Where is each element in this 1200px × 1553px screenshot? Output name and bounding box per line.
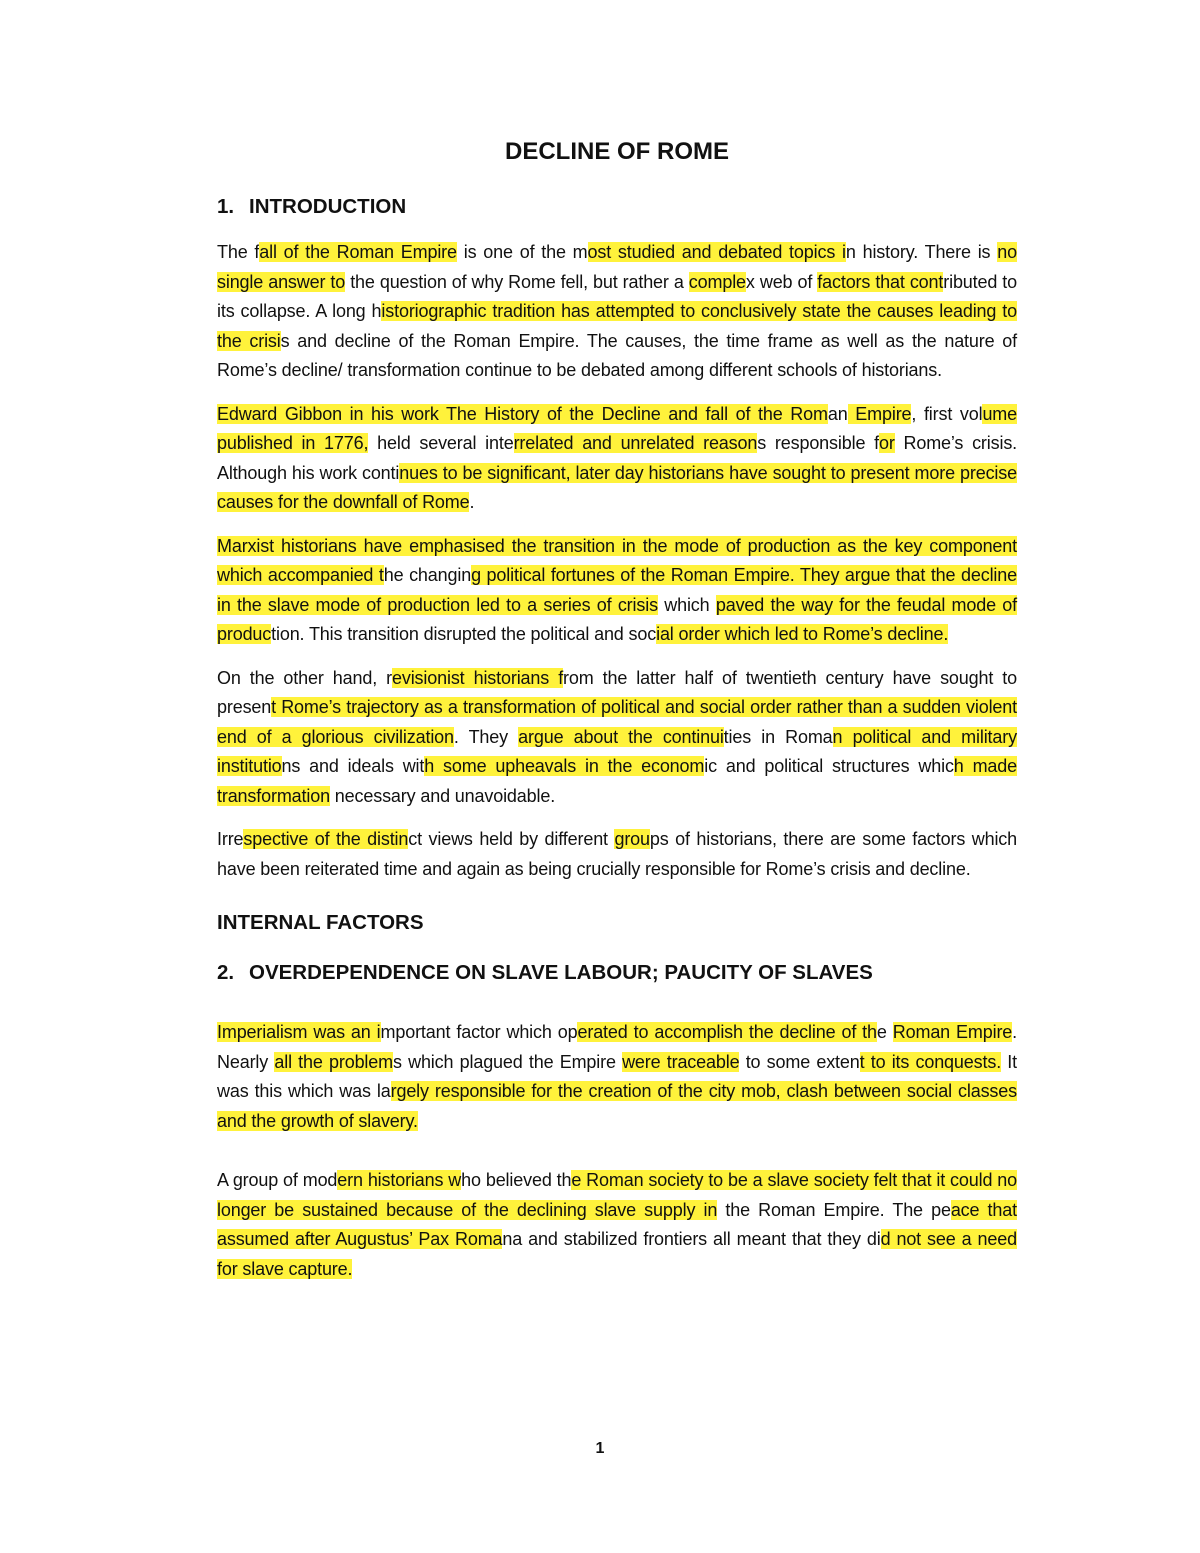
paragraph bbox=[217, 1166, 1017, 1284]
highlighted-text: d not see a need for slave capture. bbox=[217, 1229, 1017, 1279]
highlighted-text: t to its conquests. bbox=[859, 1051, 1002, 1072]
highlighted-text: all of the Roman Empire bbox=[259, 242, 457, 262]
highlighted-text: no single answer to bbox=[217, 242, 1017, 292]
paragraph bbox=[217, 664, 1017, 812]
page-content bbox=[217, 134, 1017, 1298]
text-run: is one of the m bbox=[456, 242, 588, 262]
highlighted-text: erated to accomplish the decline of th bbox=[577, 1022, 877, 1042]
text-run: rom the latter half of twentieth century have sought to presen bbox=[217, 667, 1017, 717]
highlighted-text: e Roman society to be a slave society felt that it could no longer be sustained because of the declining slave supply in bbox=[217, 1170, 1017, 1220]
highlighted-text: or bbox=[878, 433, 895, 453]
highlighted-text: Marxist historians have emphasised the transition in the mode of production as the key component which accompanied t bbox=[217, 535, 1017, 585]
highlighted-text: all the problem bbox=[274, 1051, 393, 1072]
highlighted-text: grou bbox=[614, 829, 650, 849]
text-run: mportant factor which op bbox=[380, 1022, 578, 1042]
highlighted-text: ern historians w bbox=[337, 1170, 462, 1190]
paragraph bbox=[217, 400, 1017, 518]
text-run: s and decline of the Roman Empire. The causes, the time frame as well as the nature of Rome’s decline/ transformation continue to be debated among different schools of historians. bbox=[217, 330, 1017, 380]
text-run: which bbox=[657, 594, 716, 615]
highlighted-text: Edward Gibbon in his work The History of the Decline and fall of the Rom bbox=[217, 403, 828, 424]
highlighted-text: ost studied and debated topics i bbox=[587, 242, 846, 262]
highlighted-text: Imperialism was an i bbox=[217, 1022, 381, 1042]
text-run: On the other hand, r bbox=[217, 667, 392, 688]
text-run: ns and ideals wit bbox=[281, 756, 425, 776]
text-run: . They bbox=[453, 726, 519, 747]
page-number: 1 bbox=[595, 1440, 605, 1457]
highlighted-text: rgely responsible for the creation of the city mob, clash between social classes and the growth of slavery. bbox=[217, 1081, 1017, 1131]
paragraph bbox=[217, 532, 1017, 650]
paragraph bbox=[217, 1018, 1017, 1136]
highlighted-text: ial order which led to Rome’s decline. bbox=[656, 624, 949, 644]
text-run: the question of why Rome fell, but rather a bbox=[345, 271, 689, 292]
highlighted-text: paved the way for the feudal mode of produc bbox=[217, 594, 1017, 644]
section-heading-text: INTERNAL FACTORS bbox=[217, 911, 424, 934]
document-body bbox=[217, 192, 1017, 1284]
text-run: It was this which was la bbox=[217, 1051, 1017, 1101]
text-run: The f bbox=[217, 242, 260, 262]
highlighted-text: ume published in 1776, bbox=[217, 403, 1018, 453]
text-run: . bbox=[469, 492, 475, 512]
text-run: s which plagued the Empire bbox=[393, 1051, 623, 1072]
text-run: Irre bbox=[217, 829, 244, 849]
highlighted-text: Roman Empire bbox=[892, 1022, 1013, 1042]
text-run: x web of bbox=[745, 271, 818, 292]
text-run: , first vol bbox=[911, 403, 983, 424]
highlighted-text: istoriographic tradition has attempted to conclusively state the causes leading to the crisi bbox=[217, 301, 1017, 351]
section-heading bbox=[217, 958, 1017, 988]
highlighted-text: evisionist historians f bbox=[391, 667, 564, 688]
text-run: . Nearly bbox=[217, 1022, 1018, 1072]
highlighted-text: ed reason bbox=[674, 433, 758, 453]
text-run: ct views held by different bbox=[408, 829, 615, 849]
highlighted-text: factors that cont bbox=[817, 271, 944, 292]
highlighted-text: n political and military institutio bbox=[217, 726, 1017, 776]
text-run: the Roman Empire. The pe bbox=[717, 1199, 951, 1220]
highlighted-text: ace that assumed after Augustus’ Pax Roma bbox=[217, 1199, 1017, 1249]
document-title: DECLINE OF ROME bbox=[504, 138, 729, 165]
text-run: tion. This transition disrupted the political and soc bbox=[271, 624, 657, 644]
text-run: he changin bbox=[383, 565, 472, 585]
text-run: s responsible f bbox=[757, 433, 879, 453]
text-run: to some exten bbox=[739, 1051, 860, 1072]
highlighted-text: h made transformation bbox=[217, 756, 1017, 806]
highlighted-text: spective of the distin bbox=[243, 829, 409, 849]
text-run: an bbox=[827, 403, 848, 424]
highlighted-text: were traceable bbox=[622, 1051, 740, 1072]
highlighted-text: rrelated and unrelat bbox=[513, 433, 675, 453]
section-heading bbox=[217, 192, 1017, 222]
section-heading-text: OVERDEPENDENCE ON SLAVE LABOUR; PAUCITY OF SLAVES bbox=[249, 961, 873, 984]
highlighted-text: t Rome’s trajectory as a transformation of political and social order rather than a sudden violent end of a glorious civilization bbox=[217, 697, 1017, 747]
text-run: ps of historians, there are some factors which have been reiterated time and again as being crucially responsible for Rome’s crisis and decline. bbox=[217, 829, 1018, 879]
text-run: na and stabilized frontiers all meant that they di bbox=[502, 1229, 881, 1249]
text-run: held several inte bbox=[368, 433, 514, 453]
section-number: 1. bbox=[217, 195, 235, 218]
text-run: e bbox=[876, 1022, 893, 1042]
highlighted-text: g political fortunes of the Roman Empire. They argue that the decline in the slave mode of production led to a series of crisis bbox=[217, 565, 1017, 615]
section-number: 2. bbox=[217, 961, 235, 984]
highlighted-text: h some upheavals in the econom bbox=[424, 756, 705, 776]
text-run: necessary and unavoidable. bbox=[329, 785, 556, 806]
text-run: ties in Roma bbox=[723, 726, 833, 747]
highlighted-text: comple bbox=[688, 271, 746, 292]
text-run: ic and political structures whic bbox=[704, 756, 954, 776]
section-heading bbox=[217, 908, 1017, 938]
highlighted-text: argue about the continui bbox=[518, 726, 724, 747]
text-run: A group of mod bbox=[217, 1170, 338, 1190]
text-run: ributed to its collapse. A long h bbox=[217, 271, 1018, 321]
text-run: ho believed th bbox=[461, 1170, 572, 1190]
text-run: Rome’s crisis. Although his work conti bbox=[217, 433, 1018, 483]
highlighted-text: nues to be significant, later day historians have sought to present more precise causes for the downfall of Rome bbox=[217, 462, 1017, 512]
highlighted-text: Empire bbox=[847, 403, 912, 424]
section-heading-text: INTRODUCTION bbox=[249, 195, 407, 218]
paragraph bbox=[217, 238, 1017, 386]
text-run: n history. There is bbox=[845, 242, 998, 262]
paragraph bbox=[217, 825, 1017, 884]
